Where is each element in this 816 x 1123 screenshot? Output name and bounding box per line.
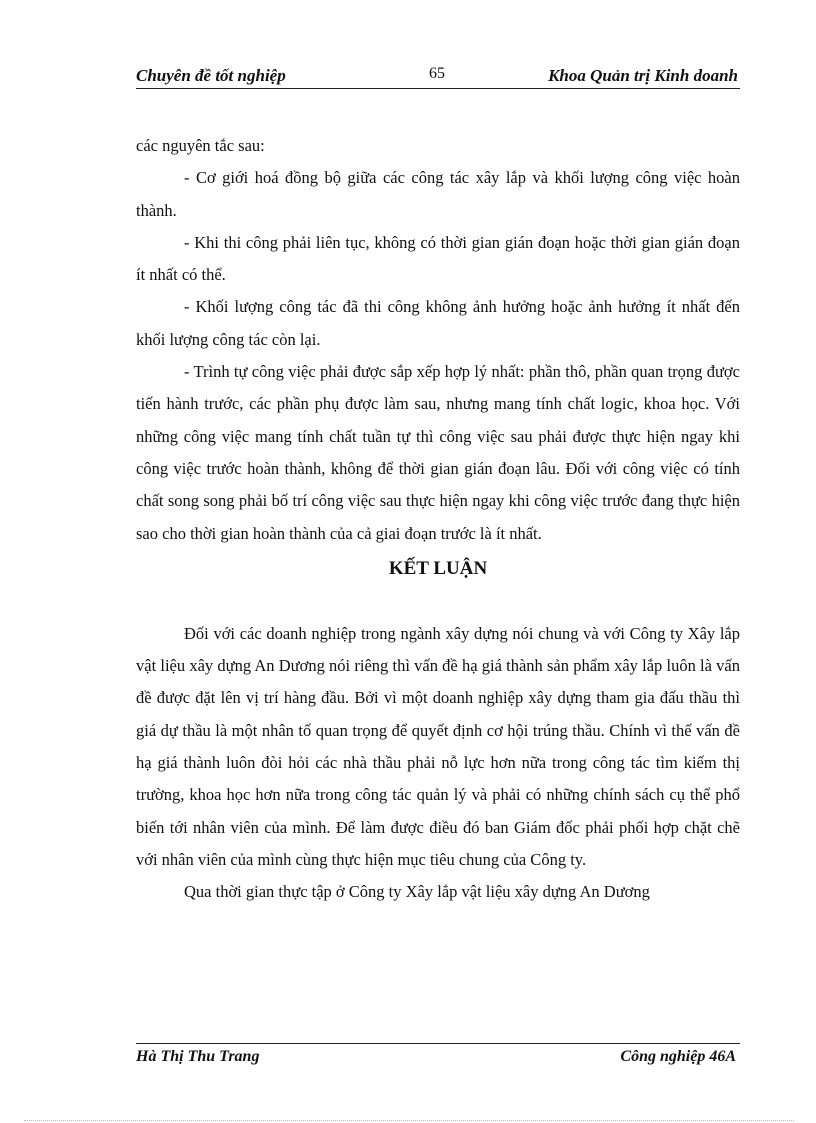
paragraph: Qua thời gian thực tập ở Công ty Xây lắp vật liệu xây dựng An Dương (184, 882, 650, 902)
document-body (136, 130, 740, 909)
header-right-title: Khoa Quản trị Kinh doanh (548, 66, 738, 85)
page-footer (136, 1043, 740, 1072)
page-edge-divider (24, 1120, 794, 1122)
page-number: 65 (429, 65, 445, 82)
paragraph: Đối với các doanh nghiệp trong ngành xây dựng nói chung và với Công ty Xây lắp vật liệu xây dựng An Dương nói riêng thì vấn đề hạ giá thành sản phẩm xây lắp luôn là vấn đề được đặt lên vị trí hàng đầu. Bởi vì một doanh nghiệp xây dựng tham gia đấu thầu thì giá dự thầu là một nhân tố quan trọng để quyết định cơ hội trúng thầu. Chính vì thế vấn đề hạ giá thành luôn đòi hỏi các nhà thầu phải nỗ lực hơn nữa trong công tác tìm kiếm thị trường, khoa học hơn nữa trong công tác quản lý và phải có những chính sách cụ thể phổ biến tới nhân viên của mình. Để làm được điều đó ban Giám đốc phải phối hợp chặt chẽ với nhân viên của mình cùng thực hiện mục tiêu chung của Công ty. (136, 623, 740, 869)
section-title: KẾT LUẬN (388, 557, 488, 579)
paragraph: các nguyên tắc sau: (136, 136, 265, 155)
header-left-title: Chuyên đề tốt nghiệp (136, 66, 286, 85)
paragraph: - Khi thi công phải liên tục, không có thời gian gián đoạn hoặc thời gian gián đoạn ít nhất có thể. (136, 232, 740, 285)
footer-author: Hà Thị Thu Trang (136, 1048, 260, 1065)
paragraph: - Cơ giới hoá đồng bộ giữa các công tác xây lắp và khối lượng công việc hoàn thành. (136, 168, 740, 220)
paragraph: - Khối lượng công tác đã thi công không ảnh hưởng hoặc ảnh hưởng ít nhất đến khối lượng công tác còn lại. (136, 297, 740, 349)
footer-class: Công nghiệp 46A (620, 1048, 736, 1065)
page-header (136, 62, 740, 89)
paragraph: - Trình tự công việc phải được sắp xếp hợp lý nhất: phần thô, phần quan trọng được tiến hành trước, các phần phụ được làm sau, nhưng mang tính chất logic, khoa học. Với những công việc mang tính chất tuần tự thì công việc sau phải được thực hiện ngay khi công việc trước hoàn thành, không để thời gian gián đoạn lâu. Đối với công việc có tính chất song song phải bố trí công việc sau thực hiện ngay khi công việc trước đang thực hiện sao cho thời gian hoàn thành của cả giai đoạn trước là ít nhất. (136, 362, 740, 543)
